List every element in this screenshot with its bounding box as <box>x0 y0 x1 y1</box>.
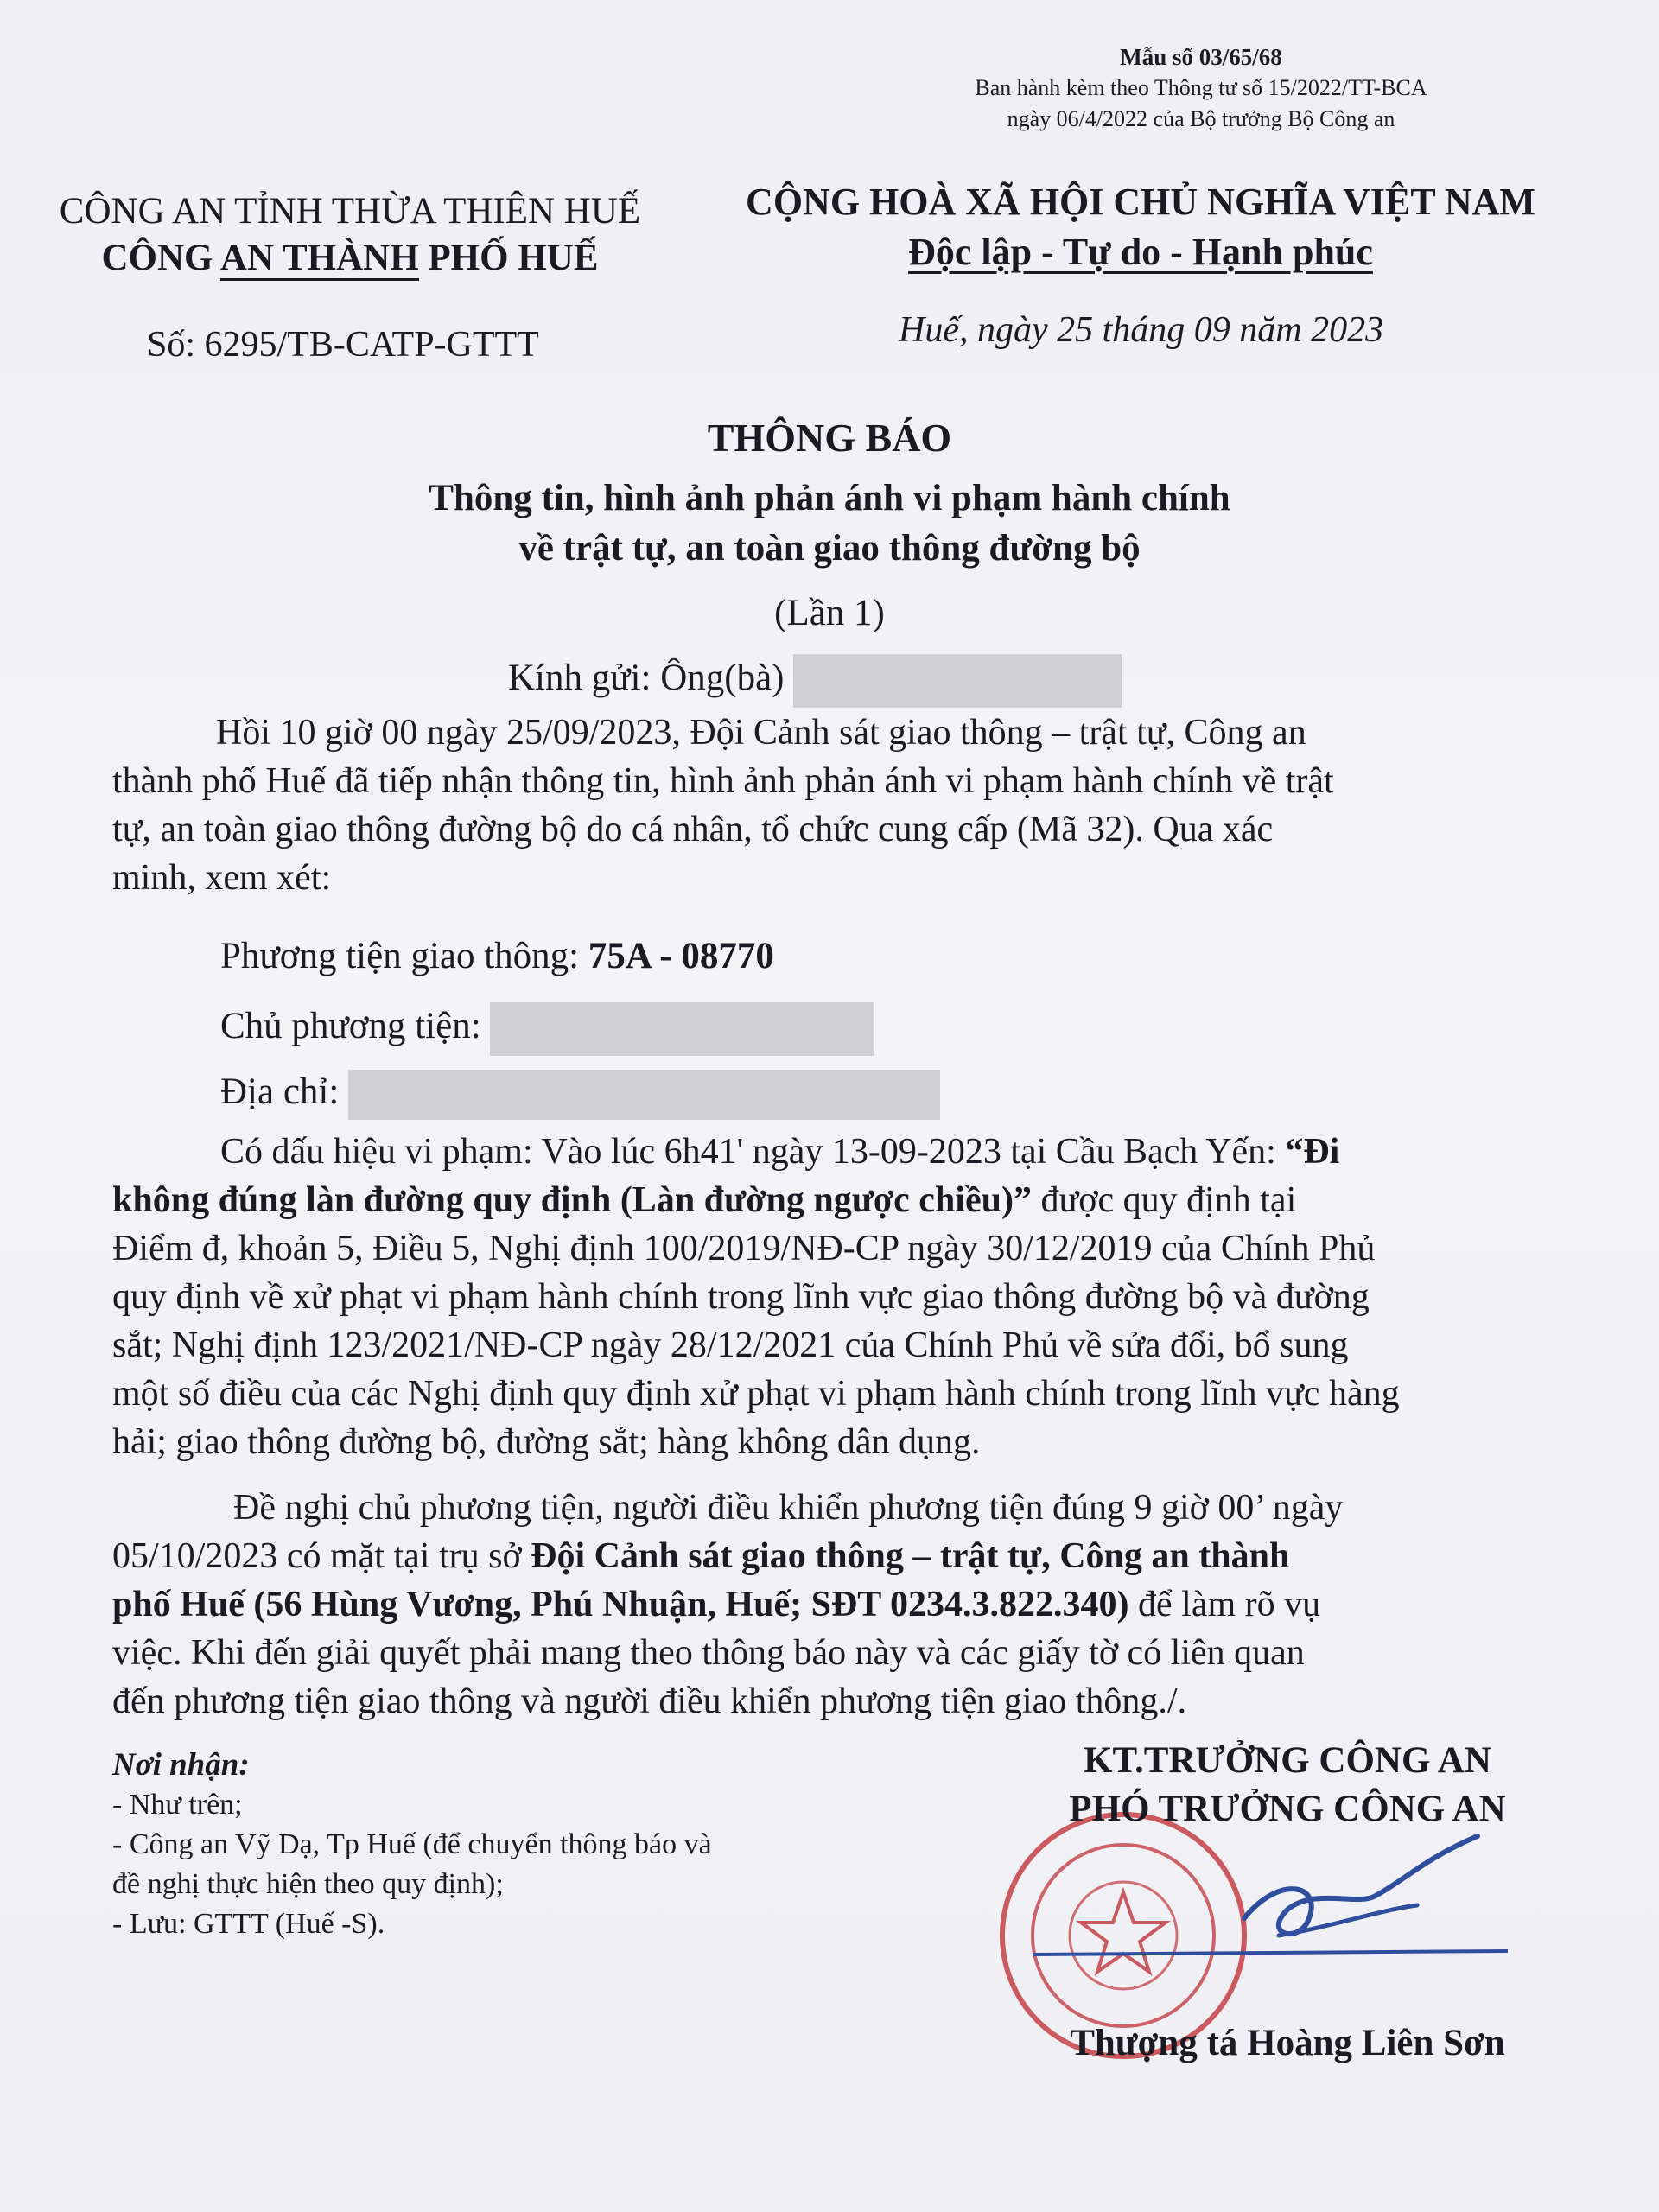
subtitle-line: Thông tin, hình ảnh phản ánh vi phạm hành chính <box>429 478 1230 518</box>
redacted-recipient <box>793 654 1122 708</box>
intro-line: tự, an toàn giao thông đường bộ do cá nhân, tổ chức cung cấp (Mã 32). Qua xác <box>112 810 1274 849</box>
redacted-address <box>348 1070 940 1120</box>
violation-text: một số điều của các Nghị định quy định xử phạt vi phạm hành chính trong lĩnh vực hàng <box>112 1374 1400 1414</box>
document-date: Huế, ngày 25 tháng 09 năm 2023 <box>899 310 1384 350</box>
notice-count: (Lần 1) <box>774 593 885 633</box>
parent-agency: CÔNG AN TỈNH THỪA THIÊN HUẾ <box>59 191 641 232</box>
request-text: đến phương tiện giao thông và người điều khiển phương tiện giao thông./. <box>112 1681 1187 1721</box>
recipients-list <box>112 1745 712 1944</box>
nation-title: CỘNG HOÀ XÃ HỘI CHỦ NGHĨA VIỆT NAM <box>746 181 1535 223</box>
request-text: Đề nghị chủ phương tiện, người điều khiển phương tiện đúng 9 giờ 00’ ngày <box>233 1488 1344 1528</box>
intro-line: Hồi 10 giờ 00 ngày 25/09/2023, Đội Cảnh sát giao thông – trật tự, Công an <box>216 713 1306 753</box>
agency-name <box>39 235 661 282</box>
recipient-item: - Lưu: GTTT (Huế -S). <box>112 1908 385 1940</box>
signature-position: PHÓ TRƯỞNG CÔNG AN <box>1069 1789 1506 1829</box>
violation-text: được quy định tại <box>1031 1180 1297 1220</box>
national-header <box>726 177 1555 277</box>
signature-underline-stroke <box>1028 1944 1512 1961</box>
address-field <box>220 1070 940 1120</box>
request-paragraph <box>112 1484 1564 1726</box>
owner-label: Chủ phương tiện: <box>220 1005 491 1046</box>
form-issued-line2: ngày 06/4/2022 của Bộ trưởng Bộ Công an <box>1007 106 1395 131</box>
recipient-line <box>508 654 1122 708</box>
request-text: để làm rõ vụ <box>1128 1585 1321 1624</box>
recipients-title: Nơi nhận: <box>112 1747 250 1783</box>
violation-paragraph <box>112 1128 1564 1466</box>
request-text: 05/10/2023 có mặt tại trụ sở <box>112 1536 531 1576</box>
vehicle-field <box>220 935 774 977</box>
recipient-label: Kính gửi: Ông(bà) <box>508 657 794 698</box>
recipient-item: - Như trên; <box>112 1789 243 1821</box>
owner-field <box>220 1002 874 1056</box>
request-bold: Đội Cảnh sát giao thông – trật tự, Công an thành <box>531 1536 1290 1576</box>
document-subtitle <box>0 474 1659 574</box>
recipient-item: đề nghị thực hiện theo quy định); <box>112 1868 504 1900</box>
signature-block <box>976 1737 1599 1834</box>
intro-line: thành phố Huế đã tiếp nhận thông tin, hình ảnh phản ánh vi phạm hành chính về trật <box>112 761 1334 801</box>
document-title: THÔNG BÁO <box>707 416 952 460</box>
form-reference <box>899 41 1503 135</box>
form-issued-line1: Ban hành kèm theo Thông tư số 15/2022/TT-BCA <box>975 75 1427 100</box>
form-code: Mẫu số 03/65/68 <box>1120 44 1282 70</box>
signer-name: Thượng tá Hoàng Liên Sơn <box>1070 2023 1505 2063</box>
agency-name-part: CÔNG <box>101 238 220 278</box>
signature-title: KT.TRƯỞNG CÔNG AN <box>1084 1740 1491 1781</box>
vehicle-label: Phương tiện giao thông: <box>220 936 588 976</box>
address-label: Địa chỉ: <box>220 1071 349 1112</box>
violation-text: quy định về xử phạt vi phạm hành chính trong lĩnh vực giao thông đường bộ và đường <box>112 1277 1370 1317</box>
agency-name-underlined: AN THÀNH <box>220 238 419 281</box>
request-text: việc. Khi đến giải quyết phải mang theo thông báo này và các giấy tờ có liên quan <box>112 1633 1305 1673</box>
redacted-owner <box>490 1002 874 1056</box>
vehicle-plate: 75A - 08770 <box>588 936 774 976</box>
violation-text: Điểm đ, khoản 5, Điều 5, Nghị định 100/2019/NĐ-CP ngày 30/12/2019 của Chính Phủ <box>112 1229 1376 1268</box>
agency-name-part: PHỐ HUẾ <box>418 238 599 278</box>
document-number: Số: 6295/TB-CATP-GTTT <box>147 325 539 365</box>
intro-line: minh, xem xét: <box>112 858 332 898</box>
violation-bold: không đúng làn đường quy định (Làn đường ngược chiều)” <box>112 1180 1032 1220</box>
violation-text: Có dấu hiệu vi phạm: Vào lúc 6h41' ngày 13-09-2023 tại Cầu Bạch Yến: <box>220 1132 1286 1172</box>
violation-bold: “Đi <box>1285 1132 1340 1172</box>
nation-motto: Độc lập - Tự do - Hạnh phúc <box>908 231 1373 273</box>
issuing-agency <box>39 188 661 282</box>
recipient-item: - Công an Vỹ Dạ, Tp Huế (để chuyển thông báo và <box>112 1828 712 1860</box>
violation-text: sắt; Nghị định 123/2021/NĐ-CP ngày 28/12/2021 của Chính Phủ về sửa đổi, bổ sung <box>112 1325 1349 1365</box>
intro-paragraph <box>112 709 1564 902</box>
subtitle-line: về trật tự, an toàn giao thông đường bộ <box>518 528 1141 569</box>
violation-text: hải; giao thông đường bộ, đường sắt; hàng không dân dụng. <box>112 1422 981 1462</box>
request-bold: phố Huế (56 Hùng Vương, Phú Nhuận, Huế; SĐT 0234.3.822.340) <box>112 1585 1129 1624</box>
